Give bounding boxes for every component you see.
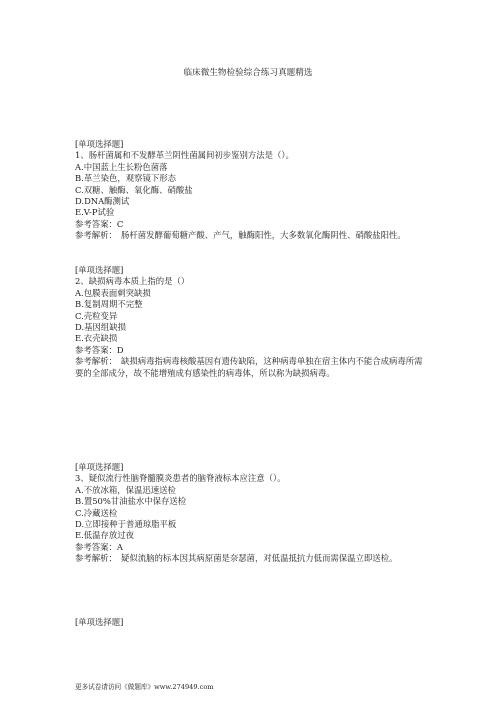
question-type: [单项选择题] [75,617,124,627]
option-e: E.V-P试验 [75,207,115,218]
question-3 [75,462,425,565]
option-b: B.复制周期不完整 [75,299,143,310]
question-type: [单项选择题] [75,139,124,149]
question-2 [75,265,425,379]
option-e: E.低温存放过夜 [75,530,135,541]
option-d: D.基因组缺损 [75,322,126,333]
answer: 参考答案：D [75,344,124,355]
question-1 [75,139,425,242]
explanation: 参考解析： 肠杆菌发酵葡萄糖产酸、产气，触酶阳性，大多数氧化酶阴性、硝酸盐阳性。 [75,230,406,241]
option-c: C.双糖、触酶、氧化酶、硝酸盐 [75,184,193,195]
option-b: B.革兰染色，观察镜下形态 [75,173,176,184]
option-a: A.中国蓝上生长粉色菌落 [75,161,168,172]
answer: 参考答案：A [75,541,123,552]
question-stem: 2、缺损病毒本质上指的是（） [75,276,190,287]
option-e: E.衣壳缺损 [75,333,118,344]
answer: 参考答案：C [75,218,124,229]
option-c: C.冷藏送检 [75,507,118,518]
explanation: 参考解析： 疑似流脑的标本因其病原菌是奈瑟菌，对低温抵抗力低而需保温立即送检。 [75,553,398,564]
option-b: B.置50%甘油盐水中保存送检 [75,496,187,507]
question-4 [75,617,425,628]
footer-link-text: 更多试卷请访问《做题库》www.274949.com [75,683,214,691]
explanation: 参考解析： 缺损病毒指病毒核酸基因有遗传缺陷，这种病毒单独在宿主体内不能合成病毒所需要的全部成分，故不能增殖成有感染性的病毒体，所以称为缺损病毒。 [75,356,423,378]
question-type: [单项选择题] [75,462,124,472]
option-d: D.立即接种于普通琼脂平板 [75,519,177,530]
option-a: A.包膜表面刺突缺损 [75,287,151,298]
question-stem: 3、疑似流行性脑脊髓膜炎患者的脑脊液标本应注意（）。 [75,473,286,484]
option-d: D.DNA酶测试 [75,196,130,207]
question-stem: 1、肠杆菌属和不发酵革兰阴性菌属间初步鉴别方法是（）。 [75,150,294,161]
option-a: A.不放冰箱，保温迅速送检 [75,484,176,495]
option-c: C.壳粒变异 [75,310,118,321]
document-title: 临床微生物检验综合练习真题精选 [183,68,313,78]
question-type: [单项选择题] [75,265,124,275]
